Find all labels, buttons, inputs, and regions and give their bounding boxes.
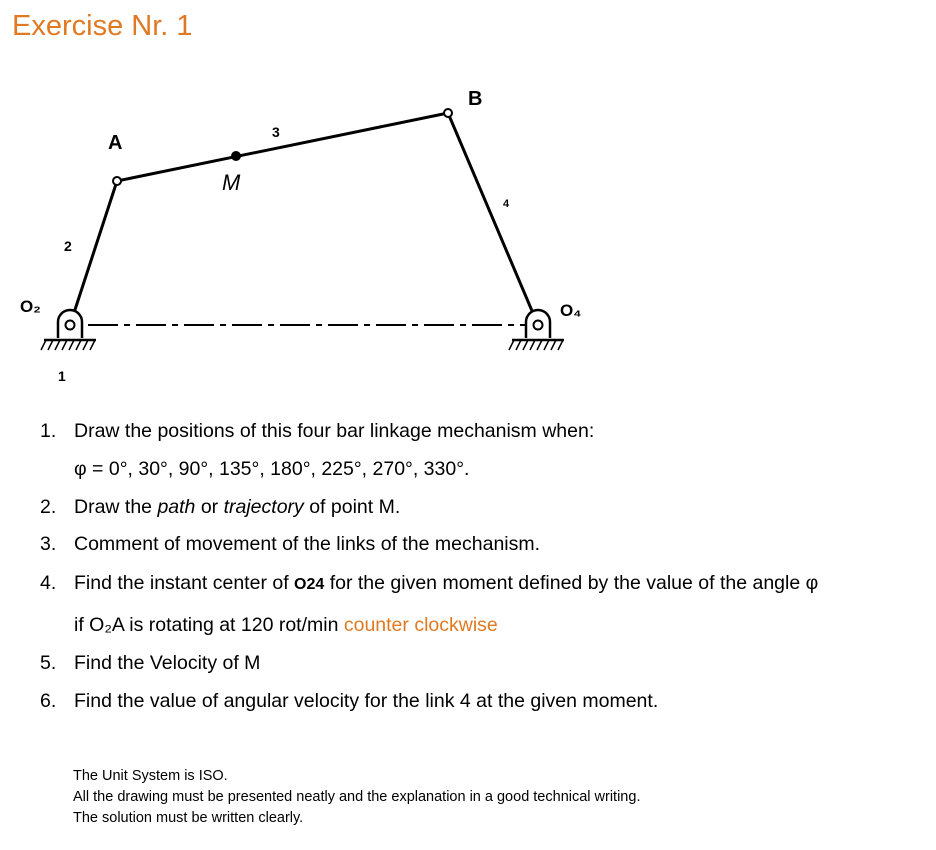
label-link-2: 2 xyxy=(64,238,72,254)
ground-support-o2 xyxy=(41,310,96,350)
highlight-counter-clockwise: counter clockwise xyxy=(343,614,498,636)
task-6: 6. Find the value of angular velocity for the link 4 at the given moment. xyxy=(40,690,659,712)
label-link-4: 4 xyxy=(503,198,510,210)
task-1: 1. Draw the positions of this four bar linkage mechanism when: xyxy=(40,420,595,442)
label-link-3: 3 xyxy=(272,124,280,140)
label-a: A xyxy=(108,132,123,154)
joint-a xyxy=(113,177,121,185)
link-3 xyxy=(117,113,448,181)
notes xyxy=(73,766,640,829)
task-5: 5. Find the Velocity of M xyxy=(40,652,261,674)
label-link-1: 1 xyxy=(58,368,66,384)
task-4-condition: if O₂A is rotating at 120 rot/min counter clockwise xyxy=(74,614,498,636)
link-4 xyxy=(448,113,538,325)
note-presentation: All the drawing must be presented neatly and the explanation in a good technical writing. xyxy=(73,789,641,805)
task-1-angles: φ = 0°, 30°, 90°, 135°, 180°, 225°, 270°, 330°. xyxy=(74,458,470,480)
task-2: 2. Draw the path or trajectory of point M. xyxy=(40,496,401,518)
label-m: M xyxy=(222,170,241,195)
label-o2: O₂ xyxy=(20,297,41,316)
label-o4: O₄ xyxy=(560,301,582,320)
joint-b xyxy=(444,109,452,117)
link-2 xyxy=(70,181,117,325)
page-title: Exercise Nr. 1 xyxy=(12,10,193,42)
task-3: 3. Comment of movement of the links of the mechanism. xyxy=(40,533,541,555)
four-bar-linkage-diagram xyxy=(0,70,620,390)
ground-support-o4 xyxy=(509,310,564,350)
point-m xyxy=(231,151,241,161)
task-4: 4. Find the instant center of O24 for the given moment defined by the value of the angle φ xyxy=(40,572,819,594)
label-b: B xyxy=(468,88,483,110)
note-solution: The solution must be written clearly. xyxy=(73,810,304,826)
note-unit-system: The Unit System is ISO. xyxy=(73,768,228,784)
